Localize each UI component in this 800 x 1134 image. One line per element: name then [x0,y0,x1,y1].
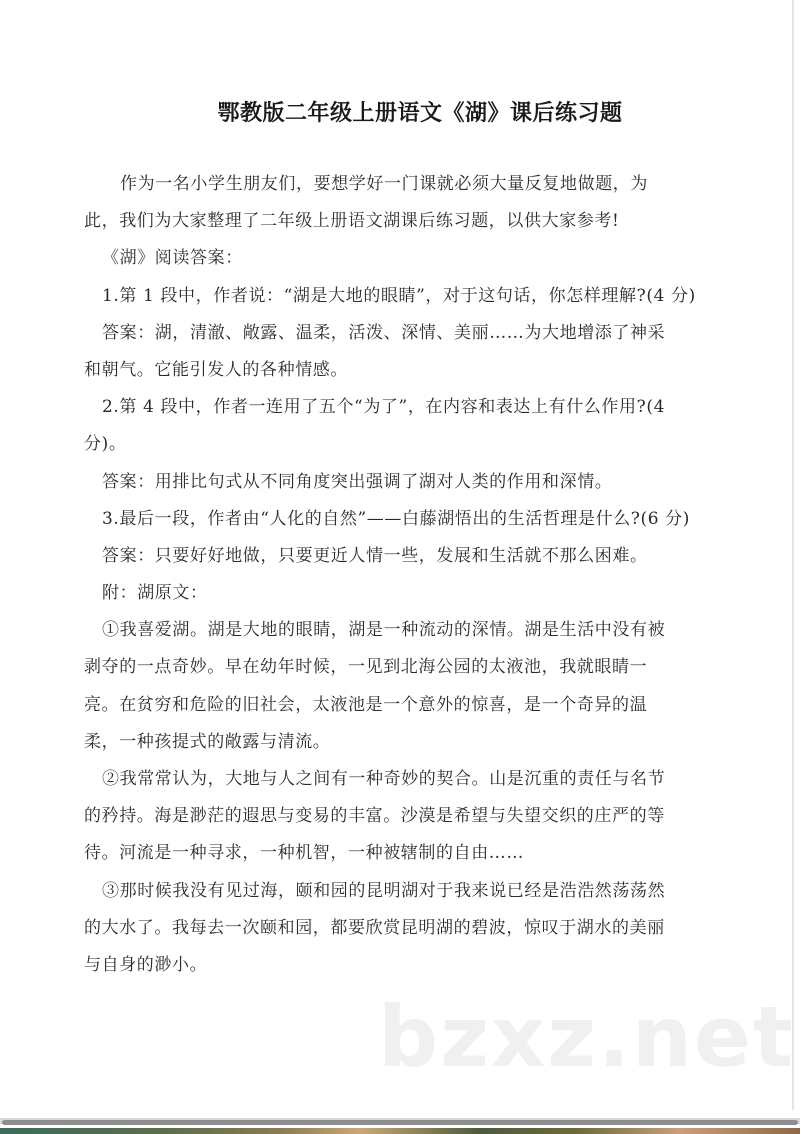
answer-line: 和朝气。它能引发人的各种情感。 [84,359,348,380]
watermark: bzxz.net [378,988,795,1086]
answer-line: 答案：湖，清澈、敞露、温柔，活泼、深情、美丽……为大地增添了神采 [102,322,666,343]
question-line: 1.第 1 段中，作者说：“湖是大地的眼睛”，对于这句话，你怎样理解?(4 分) [102,285,696,306]
horizontal-scrollbar-thumb[interactable] [2,1120,798,1125]
original-text-line: 的大水了。我每去一次颐和园，都要欣赏昆明湖的碧波，惊叹于湖水的美丽 [84,917,665,938]
original-text-line: ③那时候我没有见过海，颐和园的昆明湖对于我来说已经是浩浩然荡荡然 [102,880,666,901]
question-line: 2.第 4 段中，作者一连用了五个“为了”，在内容和表达上有什么作用?(4 [102,397,665,418]
document-body [84,166,700,984]
original-text-line: 待。河流是一种寻求，一种机智，一种被辖制的自由…… [84,843,524,864]
background-image-strip [0,1128,800,1134]
original-text-line: 与自身的渺小。 [84,954,208,975]
original-text-line: 亮。在贫穷和危险的旧社会，太液池是一个意外的惊喜，是一个奇异的温 [84,694,648,715]
original-text-line: ②我常常认为，大地与人之间有一种奇妙的契合。山是沉重的责任与名节 [102,769,666,789]
original-text-line: 柔，一种孩提式的敞露与清流。 [84,731,331,752]
question-line: 3.最后一段，作者由“人化的自然”——白藤湖悟出的生活哲理是什么?(6 分) [102,508,690,529]
original-text-line: ①我喜爱湖。湖是大地的眼睛，湖是一种流动的深情。湖是生活中没有被 [102,620,666,641]
original-text-line: 剥夺的一点奇妙。早在幼年时候，一见到北海公园的太液池，我就眼睛一 [84,657,648,678]
question-line: 分)。 [84,434,127,455]
paragraph-line: 此，我们为大家整理了二年级上册语文湖课后练习题，以供大家参考! [84,211,620,232]
section-heading: 《湖》阅读答案： [102,248,243,269]
document-title: 鄂教版二年级上册语文《湖》课后练习题 [217,101,623,126]
answer-line: 答案：用排比句式从不同角度突出强调了湖对人类的作用和深情。 [102,471,613,492]
paragraph-line: 作为一名小学生朋友们，要想学好一门课就必须大量反复地做题，为 [120,174,648,194]
section-heading: 附：湖原文： [102,583,208,604]
original-text-line: 的矜持。海是渺茫的遐思与变易的丰富。沙漠是希望与失望交织的庄严的等 [84,806,665,827]
answer-line: 答案：只要好好地做，只要更近人情一些，发展和生活就不那么困难。 [102,545,648,566]
